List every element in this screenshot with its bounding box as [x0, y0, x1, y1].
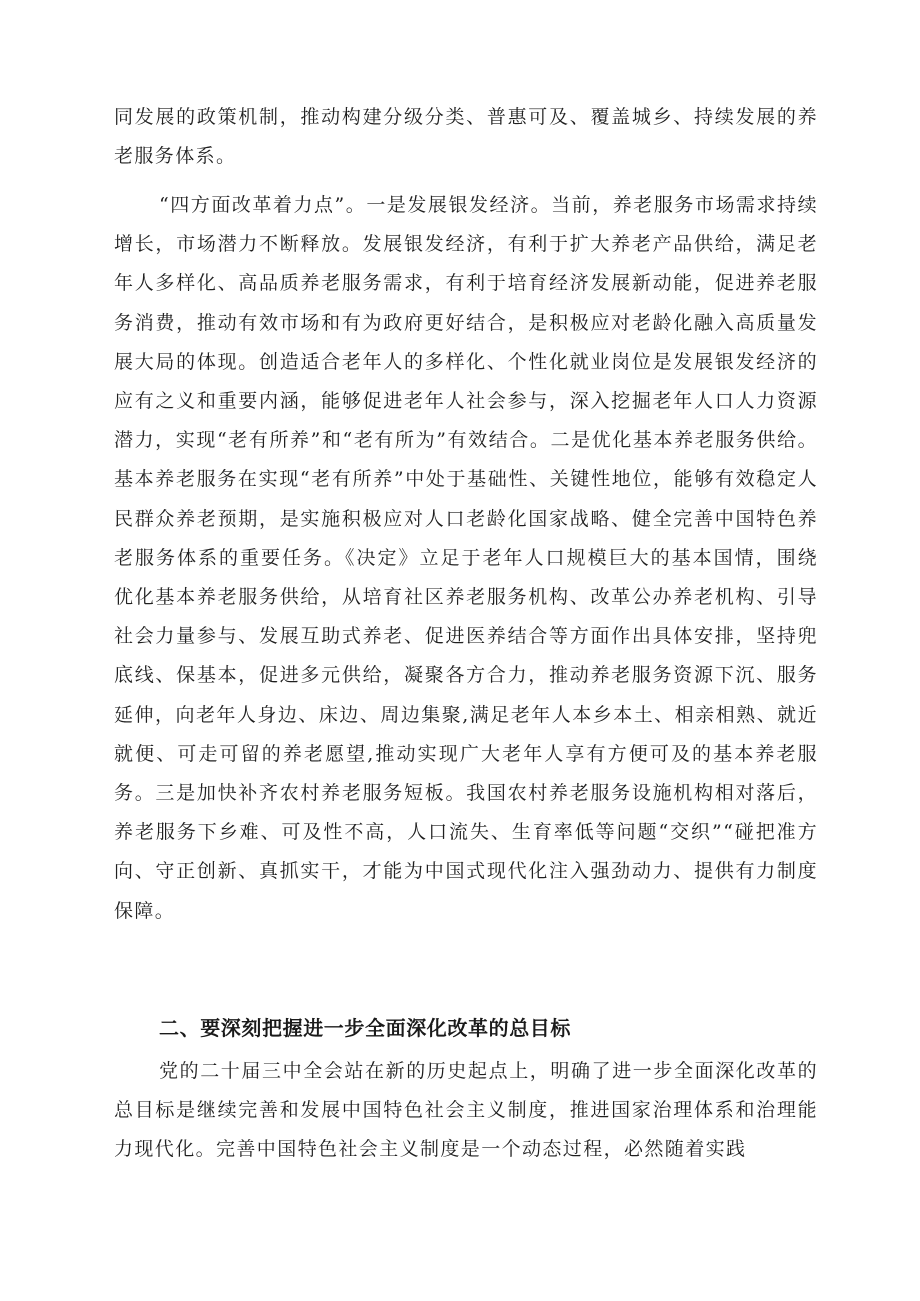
body-paragraph-3: 党的二十届三中全会站在新的历史起点上，明确了进一步全面深化改革的总目标是继续完善和发展中国特色社会主义制度，推进国家治理体系和治理能力现代化。完善中国特色社会主义制度是一个动态过程，必然随着实践	[114, 1060, 818, 1161]
section-heading: 二、要深刻把握进一步全面深化改革的总目标	[159, 1016, 571, 1040]
body-paragraph-1: 同发展的政策机制，推动构建分级分类、普惠可及、覆盖城乡、持续发展的养老服务体系。	[114, 106, 818, 168]
body-paragraph-2: “四方面改革着力点”。一是发展银发经济。当前，养老服务市场需求持续增长，市场潜力不断释放。发展银发经济，有利于扩大养老产品供给，满足老年人多样化、高品质养老服务需求，有利于培育经济发展新动能，促进养老服务消费，推动有效市场和有为政府更好结合，是积极应对老龄化融入高质量发展大局的体现。创造适合老年人的多样化、个性化就业岗位是发展银发经济的应有之义和重要内涵，能够促进老年人社会参与，深入挖掘老年人口人力资源潜力，实现“老有所养”和“老有所为”有效结合。二是优化基本养老服务供给。基本养老服务在实现“老有所养”中处于基础性、关键性地位，能够有效稳定人民群众养老预期，是实施积极应对人口老龄化国家战略、健全完善中国特色养老服务体系的重要任务。《决定》立足于老年人口规模巨大的基本国情，围绕优化基本养老服务供给，从培育社区养老服务机构、改革公办养老机构、引导社会力量参与、发展互助式养老、促进医养结合等方面作出具体安排，坚持兜底线、保基本，促进多元供给，凝聚各方合力，推动养老服务资源下沉、服务延伸，向老年人身边、床边、周边集聚,满足老年人本乡本土、相亲相熟、就近就便、可走可留的养老愿望,推动实现广大老年人享有方便可及的基本养老服务。三是加快补齐农村养老服务短板。我国农村养老服务设施机构相对落后，养老服务下乡难、可及性不高，人口流失、生育率低等问题“交织”“碰把准方向、守正创新、真抓实干，才能为中国式现代化注入强劲动力、提供有力制度保障。	[114, 194, 818, 922]
